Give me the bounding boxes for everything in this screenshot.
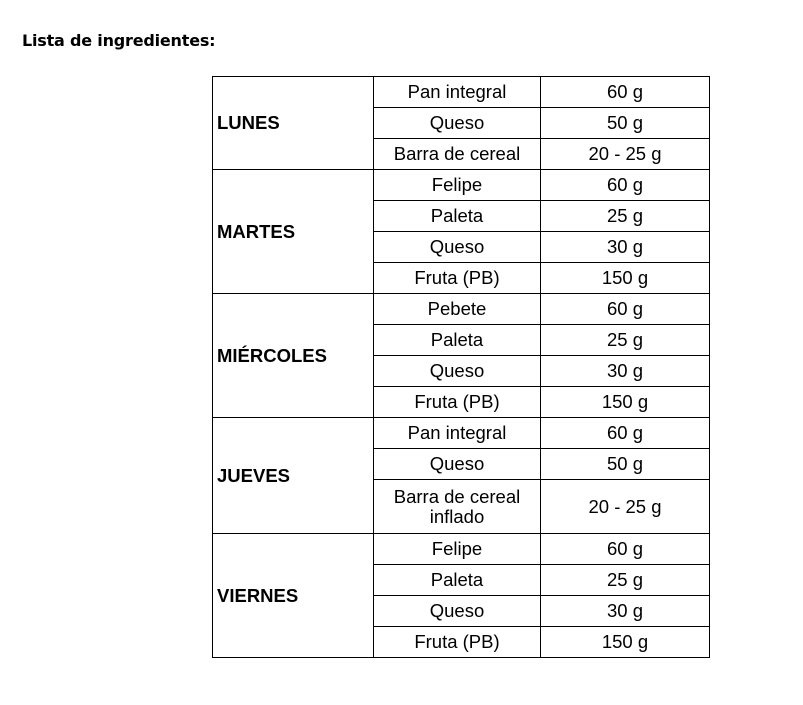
ingredient-cell: Barra de cereal inflado bbox=[374, 480, 541, 534]
quantity-cell: 50 g bbox=[541, 108, 710, 139]
table-row bbox=[213, 418, 710, 449]
ingredient-cell: Queso bbox=[374, 449, 541, 480]
quantity-cell: 20 - 25 g bbox=[541, 480, 710, 534]
ingredient-cell: Paleta bbox=[374, 325, 541, 356]
quantity-cell: 150 g bbox=[541, 627, 710, 658]
day-cell: LUNES bbox=[213, 77, 374, 170]
table-row bbox=[213, 294, 710, 325]
day-cell: MARTES bbox=[213, 170, 374, 294]
ingredient-cell: Paleta bbox=[374, 201, 541, 232]
quantity-cell: 30 g bbox=[541, 356, 710, 387]
quantity-cell: 30 g bbox=[541, 232, 710, 263]
table-row bbox=[213, 534, 710, 565]
ingredient-cell: Queso bbox=[374, 232, 541, 263]
quantity-cell: 25 g bbox=[541, 325, 710, 356]
quantity-cell: 20 - 25 g bbox=[541, 139, 710, 170]
ingredient-cell: Queso bbox=[374, 596, 541, 627]
day-cell: JUEVES bbox=[213, 418, 374, 534]
quantity-cell: 25 g bbox=[541, 201, 710, 232]
ingredient-cell: Paleta bbox=[374, 565, 541, 596]
ingredient-cell: Queso bbox=[374, 356, 541, 387]
ingredient-cell: Fruta (PB) bbox=[374, 627, 541, 658]
day-cell: VIERNES bbox=[213, 534, 374, 658]
table-row bbox=[213, 77, 710, 108]
ingredient-cell: Queso bbox=[374, 108, 541, 139]
ingredient-cell: Felipe bbox=[374, 534, 541, 565]
quantity-cell: 60 g bbox=[541, 418, 710, 449]
quantity-cell: 150 g bbox=[541, 263, 710, 294]
quantity-cell: 30 g bbox=[541, 596, 710, 627]
quantity-cell: 60 g bbox=[541, 294, 710, 325]
ingredients-table bbox=[212, 76, 710, 658]
quantity-cell: 60 g bbox=[541, 534, 710, 565]
day-cell: MIÉRCOLES bbox=[213, 294, 374, 418]
ingredient-cell: Pan integral bbox=[374, 77, 541, 108]
ingredient-cell: Fruta (PB) bbox=[374, 387, 541, 418]
ingredient-cell: Pan integral bbox=[374, 418, 541, 449]
ingredient-cell: Felipe bbox=[374, 170, 541, 201]
quantity-cell: 150 g bbox=[541, 387, 710, 418]
ingredient-cell: Fruta (PB) bbox=[374, 263, 541, 294]
quantity-cell: 60 g bbox=[541, 170, 710, 201]
ingredient-cell: Barra de cereal bbox=[374, 139, 541, 170]
document-title: Lista de ingredientes: bbox=[22, 31, 216, 50]
ingredient-cell: Pebete bbox=[374, 294, 541, 325]
table-row bbox=[213, 170, 710, 201]
quantity-cell: 60 g bbox=[541, 77, 710, 108]
quantity-cell: 25 g bbox=[541, 565, 710, 596]
quantity-cell: 50 g bbox=[541, 449, 710, 480]
